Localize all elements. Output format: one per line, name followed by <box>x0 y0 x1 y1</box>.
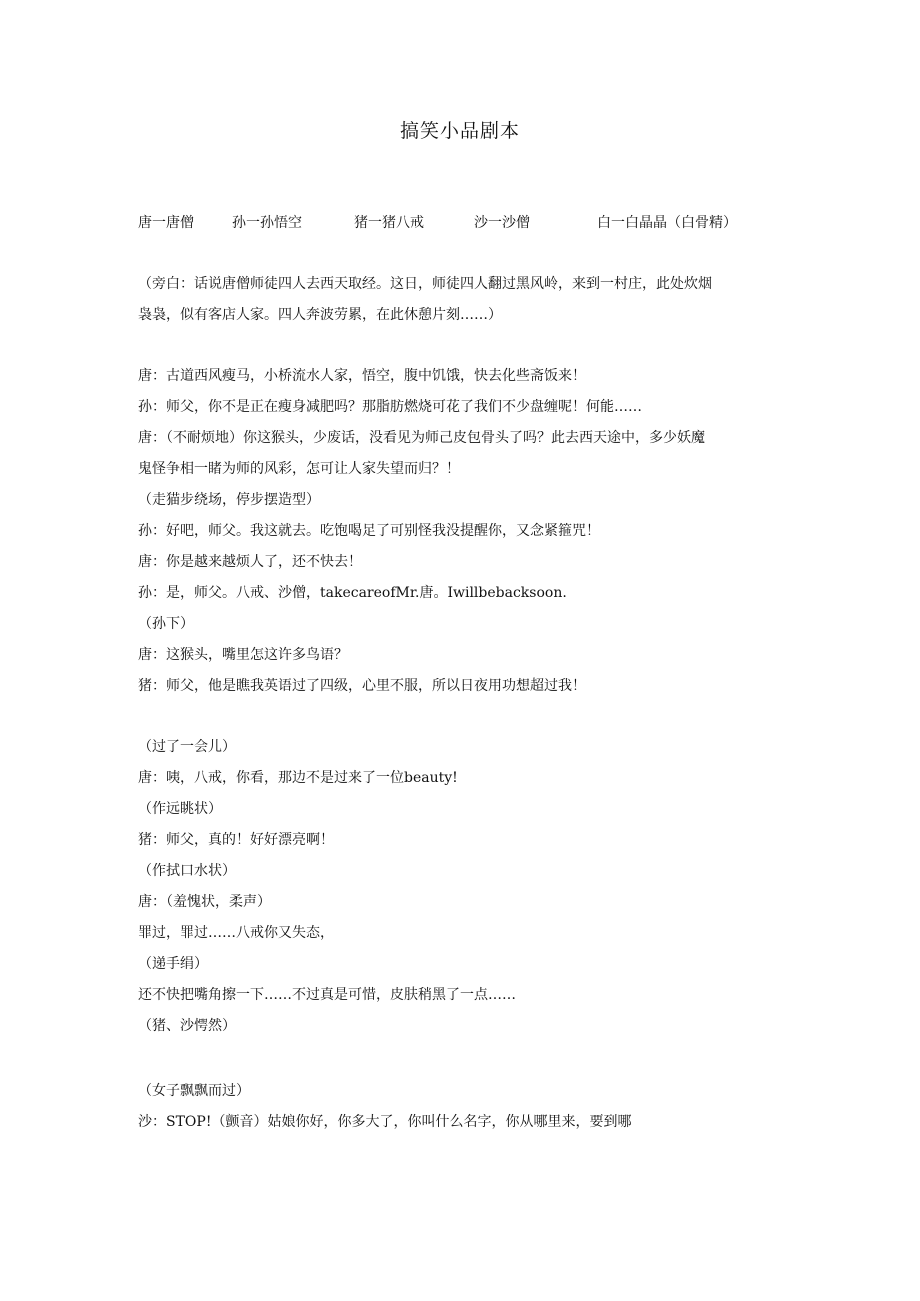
dialogue-line: 沙：STOP!（颤音）姑娘你好，你多大了，你叫什么名字，你从哪里来，要到哪 <box>138 1114 632 1130</box>
dialogue-line: 孙：是，师父。八戒、沙僧，takecareofMr.唐。Iwillbebacksoon. <box>138 585 567 601</box>
cast-entry-tang: 唐一唐僧 <box>138 215 194 231</box>
cast-entry-zhu: 猪一猪八戒 <box>354 215 424 231</box>
dialogue-line: 唐：古道西风瘦马，小桥流水人家，悟空，腹中饥饿，快去化些斋饭来！ <box>138 368 586 384</box>
dialogue-line: 唐：（羞愧状，柔声） <box>138 894 271 910</box>
dialogue-line: 罪过，罪过……八戒你又失态， <box>138 925 334 941</box>
cast-entry-bai: 白一白晶晶（白骨精） <box>597 215 737 231</box>
dialogue-line: 猪：师父，真的！好好漂亮啊！ <box>138 832 334 848</box>
stage-direction: （作远眺状） <box>138 801 222 817</box>
narration-line: 袅袅，似有客店人家。四人奔波劳累，在此休憩片刻……） <box>138 307 502 323</box>
dialogue-line: 猪：师父，他是瞧我英语过了四级，心里不服，所以日夜用功想超过我！ <box>138 678 586 694</box>
stage-direction: （走猫步绕场，停步摆造型） <box>138 492 320 508</box>
stage-direction: （作拭口水状） <box>138 863 236 879</box>
stage-direction: （猪、沙愕然） <box>138 1018 236 1034</box>
dialogue-line: 唐：这猴头，嘴里怎这许多鸟语？ <box>138 647 348 663</box>
dialogue-line: 唐：你是越来越烦人了，还不快去！ <box>138 554 362 570</box>
stage-direction: （递手绢） <box>138 956 208 972</box>
dialogue-line: 孙：师父，你不是正在瘦身减肥吗？那脂肪燃烧可花了我们不少盘缠呢！何能…… <box>138 399 642 415</box>
dialogue-line: 唐：咦，八戒，你看，那边不是过来了一位beauty! <box>138 770 458 786</box>
narration-line: （旁白：话说唐僧师徒四人去西天取经。这日，师徒四人翻过黑风岭，来到一村庄，此处炊烟 <box>138 276 712 292</box>
cast-entry-sun: 孙一孙悟空 <box>232 215 302 231</box>
stage-direction: （孙下） <box>138 616 194 632</box>
stage-direction: （女子飘飘而过） <box>138 1083 250 1099</box>
dialogue-line: 唐：（不耐烦地）你这猴头，少废话，没看见为师己皮包骨头了吗？此去西天途中，多少妖魔 <box>138 430 705 446</box>
dialogue-line: 孙：好吧，师父。我这就去。吃饱喝足了可别怪我没提醒你，又念紧箍咒！ <box>138 523 600 539</box>
stage-direction: （过了一会儿） <box>138 739 236 755</box>
cast-list <box>0 212 920 236</box>
document-title: 搞笑小品剧本 <box>399 120 520 142</box>
dialogue-line: 还不快把嘴角擦一下……不过真是可惜，皮肤稍黑了一点…… <box>138 987 516 1003</box>
dialogue-line: 鬼怪争相一睹为师的风彩，怎可让人家失望而归？！ <box>138 461 460 477</box>
cast-entry-sha: 沙一沙僧 <box>474 215 530 231</box>
